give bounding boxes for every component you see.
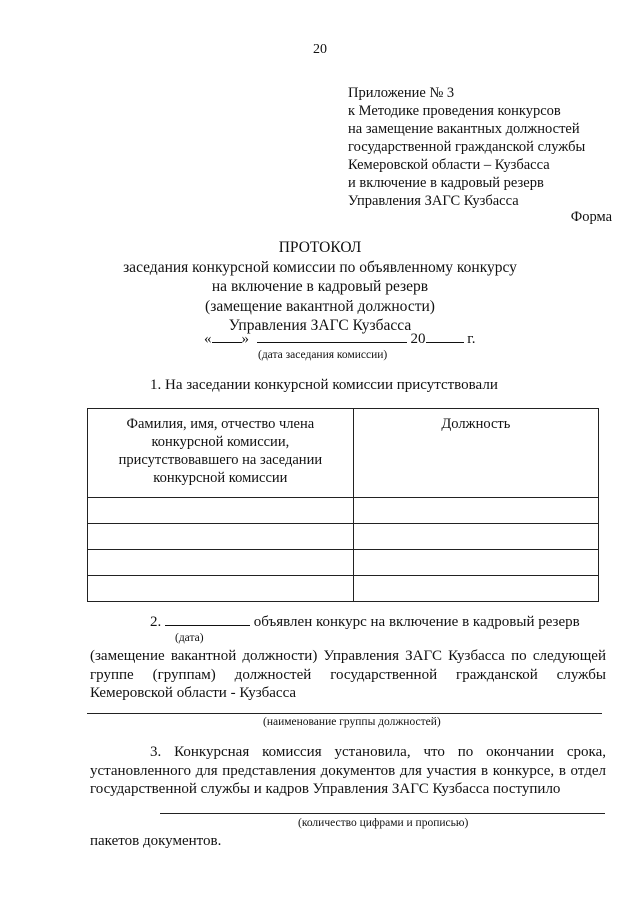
appendix-block xyxy=(348,84,585,210)
appendix-line: Приложение № 3 xyxy=(348,85,455,101)
section-1-text: 1. На заседании конкурсной комиссии присутствовали xyxy=(150,377,498,393)
appendix-line: к Методике проведения конкурсов xyxy=(348,103,561,119)
year-suffix: г. xyxy=(467,331,476,347)
section-2-number: 2. xyxy=(150,614,162,630)
protocol-heading: ПРОТОКОЛ xyxy=(278,239,362,256)
meeting-date-line xyxy=(204,330,475,348)
group-name-caption: (наименование группы должностей) xyxy=(263,716,441,728)
table-cell[interactable] xyxy=(88,498,354,524)
protocol-subtitle-3: (замещение вакантной должности) xyxy=(205,297,435,315)
protocol-title xyxy=(0,238,640,336)
year-blank[interactable] xyxy=(426,330,464,343)
protocol-subtitle-4: Управления ЗАГС Кузбасса xyxy=(228,317,412,334)
month-blank[interactable] xyxy=(257,330,407,343)
appendix-line: Управления ЗАГС Кузбасса xyxy=(348,193,519,209)
table-row xyxy=(88,550,599,576)
close-quote: » xyxy=(241,331,249,347)
appendix-line: Кемеровской области – Кузбасса xyxy=(348,157,550,173)
page-number: 20 xyxy=(313,42,327,57)
table-row xyxy=(88,498,599,524)
section-2-paragraph: (замещение вакантной должности) Управления ЗАГС Кузбасса по следующей группе (группам) должностей государственной гражданской службы Кемеровской области - Кузбасса xyxy=(90,648,606,701)
section-3-paragraph: 3. Конкурсная комиссия установила, что по окончании срока, установленного для представления документов для участия в конкурсе, в отдел государственной службы и кадров Управления ЗАГС Кузбасса поступило xyxy=(90,744,606,797)
year-prefix: 20 xyxy=(410,331,426,347)
header-fio: Фамилия, имя, отчество члена конкурсной комиссии, присутствовавшего на заседании конкурсной комиссии xyxy=(88,409,354,498)
appendix-line: государственной гражданской службы xyxy=(348,139,586,155)
section-2-line xyxy=(150,613,580,631)
section-2-text: объявлен конкурс на включение в кадровый резерв xyxy=(253,614,580,630)
contest-date-blank[interactable] xyxy=(165,613,250,626)
meeting-date-caption: (дата заседания комиссии) xyxy=(258,349,388,361)
documents-count-blank[interactable] xyxy=(160,813,605,814)
table-header-row xyxy=(88,409,599,498)
table-row xyxy=(88,524,599,550)
documents-count-caption: (количество цифрами и прописью) xyxy=(298,817,469,829)
table-cell[interactable] xyxy=(88,576,354,602)
form-label: Форма xyxy=(570,209,612,225)
commission-table xyxy=(87,408,599,602)
appendix-line: на замещение вакантных должностей xyxy=(348,121,580,137)
table-cell[interactable] xyxy=(88,550,354,576)
table-cell[interactable] xyxy=(88,524,354,550)
protocol-subtitle-1: заседания конкурсной комиссии по объявленному конкурсу xyxy=(123,258,517,276)
table-cell[interactable] xyxy=(353,524,598,550)
table-row xyxy=(88,576,599,602)
table-cell[interactable] xyxy=(353,576,598,602)
protocol-subtitle-2: на включение в кадровый резерв xyxy=(211,278,429,295)
appendix-line: и включение в кадровый резерв xyxy=(348,175,544,191)
open-quote: « xyxy=(204,331,212,347)
section-3-tail: пакетов документов. xyxy=(90,833,222,849)
contest-date-caption: (дата) xyxy=(175,632,204,644)
table-cell[interactable] xyxy=(353,550,598,576)
header-position: Должность xyxy=(353,409,598,498)
day-blank[interactable] xyxy=(212,330,242,343)
group-name-blank[interactable] xyxy=(87,713,602,714)
table-cell[interactable] xyxy=(353,498,598,524)
